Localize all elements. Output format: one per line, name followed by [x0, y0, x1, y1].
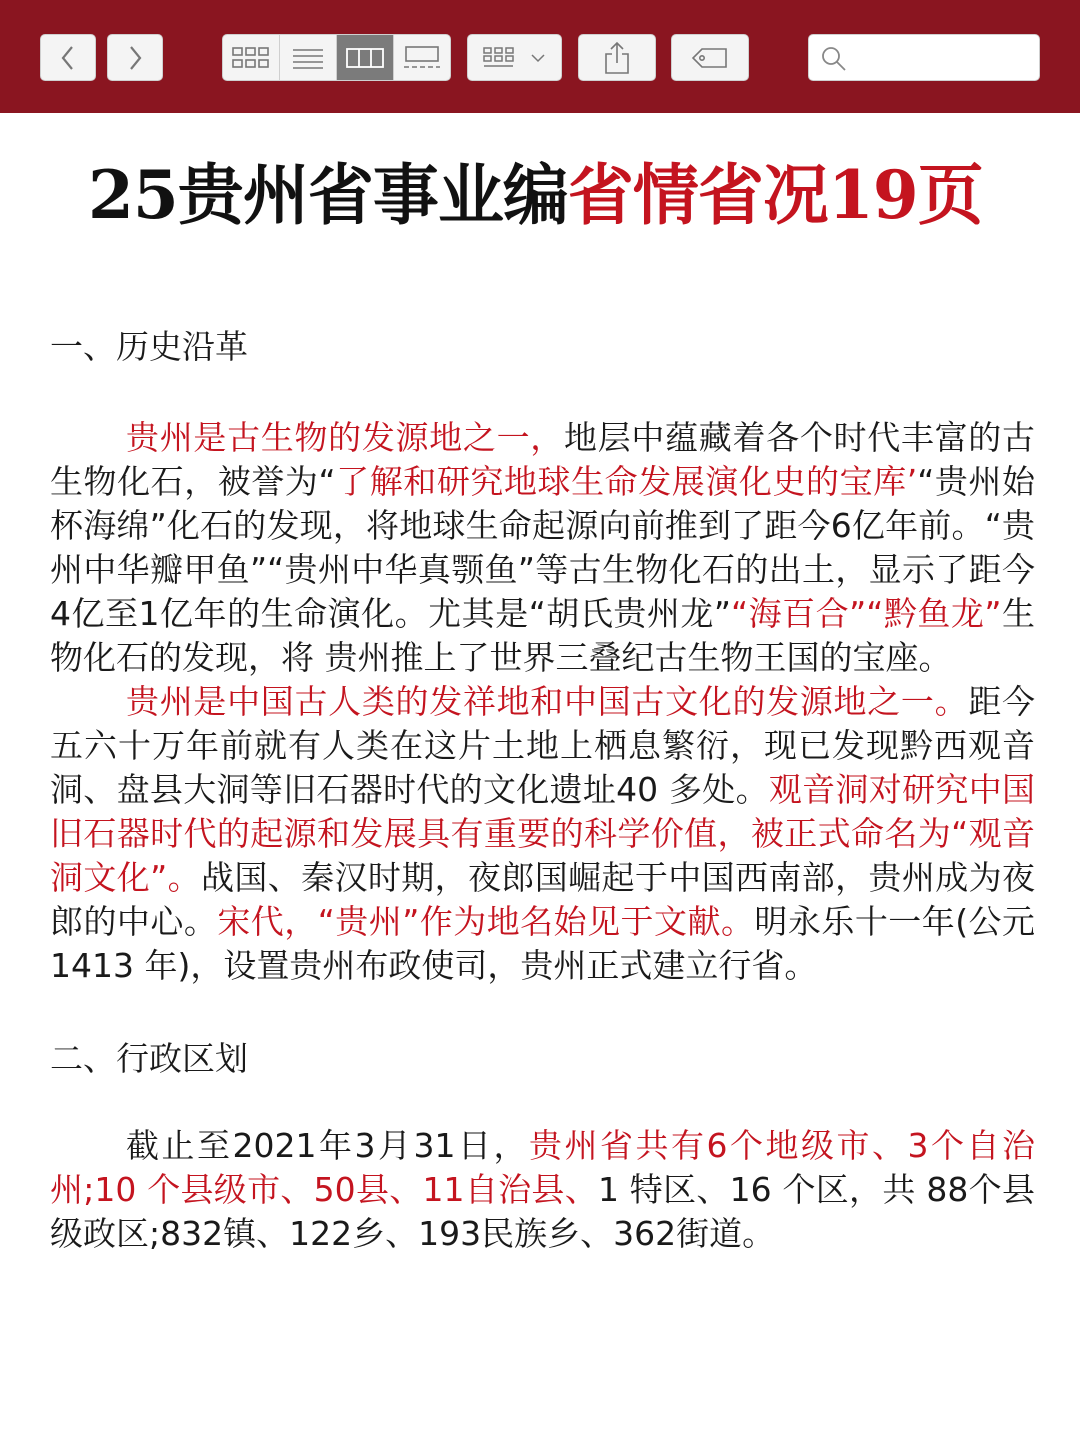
highlighted-text: 贵州是古生物的发源地之一，: [126, 418, 564, 457]
gallery-view-button[interactable]: [394, 35, 450, 80]
search-icon: [821, 46, 847, 72]
view-switcher: [222, 34, 451, 81]
body-text: 截止至2021年3月31日，: [126, 1126, 529, 1165]
group-button[interactable]: [467, 34, 562, 81]
grid-view-icon: [231, 46, 271, 70]
column-view-button[interactable]: [337, 35, 394, 80]
highlighted-text: “海百合”“黔鱼龙”: [730, 594, 1002, 633]
paragraph: [50, 416, 1035, 680]
section-heading: 二、行政区划: [50, 1039, 248, 1078]
group-icon: [480, 45, 550, 71]
body-text: 距今五六十万年前就有人类在这片土地上栖息繁衍，现已发现黔西观音洞、盘县大洞等旧石器时代的文化遗址40 多处。: [50, 682, 1036, 809]
share-icon: [602, 41, 632, 75]
body-text: 生物化石的发现，将 贵州推上了世界三叠纪古生物王国的宝座。: [50, 594, 1035, 677]
highlighted-text: 贵州是中国古人类的发祥地和中国古文化的发源地之一。: [126, 682, 969, 721]
body-text: 战国、秦汉时期，夜郎国崛起于中国西南部，贵州成为夜郎的中心。: [50, 858, 1035, 941]
back-icon: [58, 44, 78, 72]
document-body: [50, 322, 1035, 1256]
share-button[interactable]: [578, 34, 656, 81]
paragraph: [50, 680, 1035, 988]
grid-view-button[interactable]: [223, 35, 280, 80]
section-heading: 一、历史沿革: [50, 327, 248, 366]
forward-icon: [125, 44, 145, 72]
search-field[interactable]: [808, 34, 1040, 81]
gallery-view-icon: [402, 45, 442, 71]
list-view-icon: [291, 47, 325, 69]
forward-button[interactable]: [107, 34, 163, 81]
list-view-button[interactable]: [280, 35, 337, 80]
paragraph: [50, 1124, 1035, 1256]
back-button[interactable]: [40, 34, 96, 81]
highlighted-text: 观音洞对研究中国旧石器时代的起源和发展具有重要的科学价值，被正式命名为“观音洞文化”。: [50, 770, 1036, 897]
body-text: 明永乐十一年(公元 1413 年)，设置贵州布政使司，贵州正式建立行省。: [50, 902, 1036, 985]
highlighted-text: 宋代，“贵州”作为地名始见于文献。: [217, 902, 755, 941]
title-part-black: 25贵州省事业编: [88, 156, 568, 234]
body-text: 地层中蕴藏着各个时代丰富的古生物化石，被誉为“: [50, 418, 1035, 501]
tag-icon: [690, 46, 730, 70]
toolbar: [0, 0, 1080, 113]
highlighted-text: 了解和研究地球生命发展演化史的宝库’: [335, 462, 918, 501]
body-text: “贵州始杯海绵”化石的发现，将地球生命起源向前推到了距今6亿年前。“贵州中华瓣甲鱼”“贵州中华真颚鱼”等古生物化石的出土，显示了距今4亿至1亿年的生命演化。尤其是“胡氏贵州龙”: [50, 462, 1035, 633]
highlighted-text: 贵州省共有6个地级市、3个自治州;10 个县级市、50县、11自治县、: [50, 1126, 1035, 1209]
title-part-red: 省情省况19页: [567, 156, 983, 234]
body-text: 1 特区、16 个区，共 88个县级政区;832镇、122乡、193民族乡、362街道。: [50, 1170, 1035, 1253]
tag-button[interactable]: [671, 34, 749, 81]
page-title: [88, 150, 1048, 240]
column-view-icon: [345, 47, 385, 69]
